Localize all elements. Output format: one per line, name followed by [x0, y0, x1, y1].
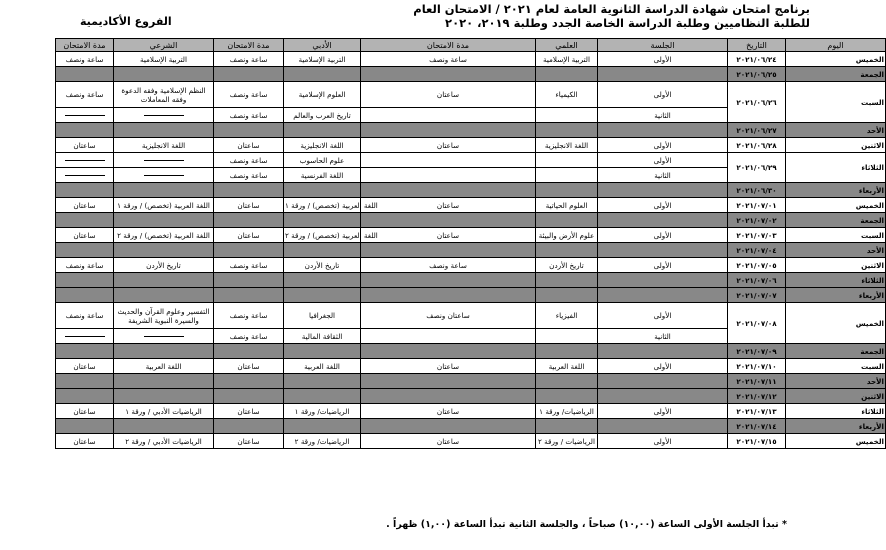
cell-literary-duration: [214, 213, 284, 228]
cell-date: ٢٠٢١/٠٧/٠٣: [728, 228, 786, 243]
table-row: [56, 389, 886, 404]
cell-day: الأربعاء: [786, 183, 886, 198]
cell-scientific-duration: ساعتان: [361, 82, 536, 108]
cell-scientific-subject: [536, 67, 598, 82]
cell-literary-subject: [284, 273, 361, 288]
cell-day: الأربعاء: [786, 288, 886, 303]
cell-sharia-subject: التفسير وعلوم القرآن والحديث والسيرة النبوية الشريفة: [114, 303, 214, 329]
cell-scientific-subject: [536, 108, 598, 123]
cell-scientific-subject: الفيزياء: [536, 303, 598, 329]
cell-session: الأولى: [598, 303, 728, 329]
footer-note: * تبدأ الجلسة الأولى الساعة (١٠,٠٠) صباحاً ، والجلسة الثانية تبدأ الساعة (١,٠٠) ظهراً .: [386, 519, 787, 530]
cell-scientific-duration: ساعتان: [361, 404, 536, 419]
cell-sharia-subject: [114, 153, 214, 168]
cell-literary-subject: تاريخ العرب والعالم: [284, 108, 361, 123]
dash-line: [144, 160, 184, 161]
cell-scientific-subject: [536, 344, 598, 359]
cell-scientific-duration: ساعتان: [361, 198, 536, 213]
cell-day: الثلاثاء: [786, 153, 886, 183]
cell-session: الأولى: [598, 52, 728, 67]
cell-session: [598, 243, 728, 258]
dash-line: [65, 160, 105, 161]
cell-sharia-duration: [56, 243, 114, 258]
cell-scientific-subject: [536, 183, 598, 198]
cell-sharia-duration: ساعة ونصف: [56, 52, 114, 67]
cell-scientific-duration: [361, 123, 536, 138]
cell-literary-duration: ساعة ونصف: [214, 168, 284, 183]
table-row: [56, 123, 886, 138]
cell-session: [598, 419, 728, 434]
cell-day: الجمعة: [786, 67, 886, 82]
col-header-day: اليوم: [786, 39, 886, 52]
cell-day: الثلاثاء: [786, 273, 886, 288]
cell-sharia-duration: ساعتان: [56, 359, 114, 374]
cell-session: [598, 344, 728, 359]
cell-literary-subject: اللغة العربية (تخصص) / ورقة ١: [284, 198, 361, 213]
cell-date: ٢٠٢١/٠٧/٠٦: [728, 273, 786, 288]
cell-session: الأولى: [598, 434, 728, 449]
cell-day: الاثنين: [786, 138, 886, 153]
branch-label: الفروع الأكاديمية: [80, 15, 172, 28]
cell-sharia-duration: [56, 67, 114, 82]
cell-literary-subject: [284, 123, 361, 138]
cell-literary-duration: ساعة ونصف: [214, 52, 284, 67]
cell-literary-duration: [214, 243, 284, 258]
cell-sharia-duration: ساعة ونصف: [56, 258, 114, 273]
cell-scientific-duration: [361, 419, 536, 434]
cell-date: ٢٠٢١/٠٦/٢٦: [728, 82, 786, 123]
cell-day: الاثنين: [786, 258, 886, 273]
cell-literary-subject: [284, 419, 361, 434]
cell-scientific-subject: اللغة العربية: [536, 359, 598, 374]
cell-sharia-duration: [56, 344, 114, 359]
cell-literary-subject: [284, 67, 361, 82]
cell-literary-duration: [214, 67, 284, 82]
cell-session: الأولى: [598, 258, 728, 273]
cell-scientific-duration: [361, 374, 536, 389]
title-line-1: برنامج امتحان شهادة الدراسة الثانوية العامة لعام ٢٠٢١ / الامتحان العام: [413, 2, 810, 16]
cell-date: ٢٠٢١/٠٧/٠١: [728, 198, 786, 213]
cell-sharia-subject: تاريخ الأردن: [114, 258, 214, 273]
cell-scientific-subject: [536, 288, 598, 303]
cell-scientific-subject: [536, 273, 598, 288]
col-header-date: التاريخ: [728, 39, 786, 52]
dash-line: [65, 115, 105, 116]
cell-sharia-duration: [56, 153, 114, 168]
cell-literary-duration: [214, 344, 284, 359]
cell-sharia-subject: اللغة العربية (تخصص) / ورقة ٢: [114, 228, 214, 243]
cell-day: الخميس: [786, 434, 886, 449]
cell-session: [598, 67, 728, 82]
cell-session: [598, 273, 728, 288]
table-row: [56, 228, 886, 243]
dash-line: [144, 115, 184, 116]
table-row: [56, 434, 886, 449]
cell-session: [598, 123, 728, 138]
cell-literary-duration: ساعتان: [214, 434, 284, 449]
table-row: [56, 82, 886, 108]
cell-scientific-duration: [361, 243, 536, 258]
cell-sharia-subject: [114, 419, 214, 434]
cell-literary-subject: العلوم الإسلامية: [284, 82, 361, 108]
cell-scientific-subject: [536, 153, 598, 168]
col-header-sci-duration: مدة الامتحان: [361, 39, 536, 52]
cell-sharia-subject: التربية الإسلامية: [114, 52, 214, 67]
cell-date: ٢٠٢١/٠٦/٢٩: [728, 153, 786, 183]
cell-sharia-subject: [114, 273, 214, 288]
header-row: [56, 39, 886, 52]
table-row: [56, 52, 886, 67]
cell-sharia-subject: [114, 329, 214, 344]
cell-literary-duration: [214, 389, 284, 404]
cell-date: ٢٠٢١/٠٦/٢٧: [728, 123, 786, 138]
cell-date: ٢٠٢١/٠٧/٠٢: [728, 213, 786, 228]
cell-sharia-duration: [56, 374, 114, 389]
cell-scientific-duration: ساعتان: [361, 359, 536, 374]
table-row: [56, 198, 886, 213]
cell-literary-duration: ساعة ونصف: [214, 258, 284, 273]
cell-scientific-duration: ساعة ونصف: [361, 52, 536, 67]
cell-literary-duration: ساعة ونصف: [214, 153, 284, 168]
cell-sharia-duration: [56, 213, 114, 228]
cell-sharia-subject: [114, 123, 214, 138]
cell-scientific-subject: [536, 329, 598, 344]
cell-sharia-subject: [114, 183, 214, 198]
cell-sharia-subject: الرياضيات الأدبي / ورقة ٢: [114, 434, 214, 449]
cell-sharia-duration: ساعتان: [56, 404, 114, 419]
cell-literary-duration: ساعة ونصف: [214, 108, 284, 123]
cell-literary-subject: الرياضيات/ ورقة ١: [284, 404, 361, 419]
cell-scientific-duration: ساعتان: [361, 434, 536, 449]
cell-session: [598, 213, 728, 228]
cell-literary-duration: [214, 374, 284, 389]
cell-literary-subject: [284, 389, 361, 404]
cell-day: الخميس: [786, 52, 886, 67]
cell-sharia-duration: [56, 168, 114, 183]
cell-day: الأحد: [786, 123, 886, 138]
cell-sharia-subject: [114, 374, 214, 389]
cell-scientific-duration: [361, 67, 536, 82]
cell-sharia-duration: ساعة ونصف: [56, 303, 114, 329]
cell-literary-subject: التربية الإسلامية: [284, 52, 361, 67]
cell-date: ٢٠٢١/٠٧/١٢: [728, 389, 786, 404]
cell-scientific-subject: [536, 123, 598, 138]
table-row: [56, 359, 886, 374]
cell-session: الثانية: [598, 168, 728, 183]
cell-session: الأولى: [598, 404, 728, 419]
cell-date: ٢٠٢١/٠٧/١٣: [728, 404, 786, 419]
dash-line: [144, 336, 184, 337]
cell-literary-duration: ساعتان: [214, 228, 284, 243]
table-row: [56, 288, 886, 303]
table-row: [56, 344, 886, 359]
cell-sharia-subject: الرياضيات الأدبي / ورقة ١: [114, 404, 214, 419]
cell-date: ٢٠٢١/٠٧/٠٧: [728, 288, 786, 303]
cell-day: الثلاثاء: [786, 404, 886, 419]
cell-date: ٢٠٢١/٠٧/٠٤: [728, 243, 786, 258]
cell-session: الأولى: [598, 82, 728, 108]
cell-literary-subject: [284, 344, 361, 359]
table-row: [56, 419, 886, 434]
cell-sharia-duration: ساعتان: [56, 198, 114, 213]
col-header-scientific: العلمي: [536, 39, 598, 52]
cell-literary-subject: [284, 183, 361, 198]
cell-session: الثانية: [598, 108, 728, 123]
cell-scientific-duration: [361, 153, 536, 168]
cell-day: السبت: [786, 82, 886, 123]
table-row: [56, 138, 886, 153]
cell-scientific-duration: ساعتان: [361, 138, 536, 153]
cell-scientific-duration: [361, 213, 536, 228]
cell-literary-subject: الجغرافيا: [284, 303, 361, 329]
cell-date: ٢٠٢١/٠٧/٠٨: [728, 303, 786, 344]
cell-literary-duration: ساعتان: [214, 359, 284, 374]
cell-day: الأحد: [786, 243, 886, 258]
cell-scientific-duration: [361, 183, 536, 198]
cell-scientific-subject: اللغة الانجليزية: [536, 138, 598, 153]
cell-scientific-subject: علوم الأرض والبيئة: [536, 228, 598, 243]
cell-scientific-duration: [361, 389, 536, 404]
table-row: [56, 258, 886, 273]
cell-session: الأولى: [598, 359, 728, 374]
table-row: [56, 67, 886, 82]
cell-sharia-subject: اللغة الانجليزية: [114, 138, 214, 153]
cell-literary-subject: اللغة الفرنسية: [284, 168, 361, 183]
table-row: [56, 243, 886, 258]
cell-sharia-duration: ساعتان: [56, 434, 114, 449]
cell-sharia-subject: اللغة العربية: [114, 359, 214, 374]
dash-line: [65, 175, 105, 176]
cell-date: ٢٠٢١/٠٧/١٤: [728, 419, 786, 434]
cell-literary-duration: [214, 419, 284, 434]
cell-sharia-subject: [114, 108, 214, 123]
cell-scientific-subject: الكيمياء: [536, 82, 598, 108]
cell-literary-duration: ساعة ونصف: [214, 82, 284, 108]
cell-sharia-duration: [56, 273, 114, 288]
table-row: [56, 183, 886, 198]
cell-scientific-duration: [361, 168, 536, 183]
exam-schedule-table: [55, 38, 886, 449]
cell-sharia-subject: [114, 288, 214, 303]
cell-literary-duration: [214, 288, 284, 303]
cell-scientific-duration: [361, 108, 536, 123]
cell-date: ٢٠٢١/٠٧/٠٥: [728, 258, 786, 273]
cell-session: [598, 374, 728, 389]
cell-literary-duration: [214, 273, 284, 288]
col-header-lit-duration: مدة الامتحان: [214, 39, 284, 52]
cell-date: ٢٠٢١/٠٦/٢٨: [728, 138, 786, 153]
table-row: [56, 303, 886, 329]
cell-session: [598, 389, 728, 404]
cell-sharia-duration: ساعة ونصف: [56, 82, 114, 108]
cell-scientific-duration: [361, 344, 536, 359]
cell-literary-subject: الرياضيات/ ورقة ٢: [284, 434, 361, 449]
cell-day: السبت: [786, 228, 886, 243]
cell-day: الاثنين: [786, 389, 886, 404]
cell-session: الأولى: [598, 198, 728, 213]
cell-day: الأحد: [786, 374, 886, 389]
cell-scientific-subject: [536, 168, 598, 183]
cell-scientific-subject: [536, 419, 598, 434]
cell-date: ٢٠٢١/٠٦/٣٠: [728, 183, 786, 198]
cell-scientific-subject: [536, 389, 598, 404]
cell-sharia-subject: [114, 67, 214, 82]
cell-literary-subject: اللغة الانجليزية: [284, 138, 361, 153]
cell-literary-subject: [284, 243, 361, 258]
cell-scientific-duration: ساعة ونصف: [361, 258, 536, 273]
cell-literary-subject: تاريخ الأردن: [284, 258, 361, 273]
cell-literary-subject: اللغة العربية (تخصص) / ورقة ٢: [284, 228, 361, 243]
cell-sharia-subject: [114, 243, 214, 258]
cell-literary-subject: [284, 288, 361, 303]
schedule-body: [56, 52, 886, 449]
cell-session: [598, 183, 728, 198]
cell-sharia-subject: اللغة العربية (تخصص) / ورقة ١: [114, 198, 214, 213]
table-row: [56, 153, 886, 168]
cell-scientific-subject: [536, 213, 598, 228]
dash-line: [65, 336, 105, 337]
cell-scientific-subject: الرياضيات/ ورقة ١: [536, 404, 598, 419]
cell-day: الأربعاء: [786, 419, 886, 434]
cell-literary-subject: علوم الحاسوب: [284, 153, 361, 168]
cell-literary-duration: ساعتان: [214, 404, 284, 419]
cell-day: الجمعة: [786, 344, 886, 359]
table-row: [56, 404, 886, 419]
cell-scientific-subject: العلوم الحياتية: [536, 198, 598, 213]
table-row: [56, 213, 886, 228]
cell-date: ٢٠٢١/٠٧/١١: [728, 374, 786, 389]
cell-day: الجمعة: [786, 213, 886, 228]
cell-scientific-subject: التربية الإسلامية: [536, 52, 598, 67]
cell-sharia-subject: [114, 168, 214, 183]
cell-sharia-duration: [56, 419, 114, 434]
cell-scientific-subject: الرياضيات / ورقة ٢: [536, 434, 598, 449]
cell-literary-subject: الثقافة المالية: [284, 329, 361, 344]
cell-session: الأولى: [598, 228, 728, 243]
cell-date: ٢٠٢١/٠٧/١٠: [728, 359, 786, 374]
cell-sharia-duration: [56, 183, 114, 198]
cell-sharia-duration: ساعتان: [56, 138, 114, 153]
cell-session: [598, 288, 728, 303]
table-row: [56, 374, 886, 389]
title-line-2: للطلبة النظاميين وطلبة الدراسة الخاصة الجدد وطلبة ٢٠١٩، ٢٠٢٠: [445, 16, 810, 30]
cell-day: السبت: [786, 359, 886, 374]
cell-scientific-duration: [361, 329, 536, 344]
cell-session: الثانية: [598, 329, 728, 344]
cell-scientific-duration: [361, 288, 536, 303]
cell-date: ٢٠٢١/٠٧/٠٩: [728, 344, 786, 359]
cell-sharia-duration: [56, 123, 114, 138]
cell-sharia-subject: [114, 389, 214, 404]
cell-date: ٢٠٢١/٠٦/٢٥: [728, 67, 786, 82]
cell-sharia-subject: النظم الإسلامية وفقه الدعوة وفقه المعاملات: [114, 82, 214, 108]
cell-scientific-subject: تاريخ الأردن: [536, 258, 598, 273]
cell-sharia-duration: [56, 288, 114, 303]
col-header-literary: الأدبي: [284, 39, 361, 52]
cell-day: الخميس: [786, 198, 886, 213]
cell-literary-duration: ساعتان: [214, 198, 284, 213]
cell-session: الأولى: [598, 138, 728, 153]
cell-sharia-subject: [114, 344, 214, 359]
cell-literary-duration: [214, 183, 284, 198]
cell-date: ٢٠٢١/٠٧/١٥: [728, 434, 786, 449]
cell-literary-subject: [284, 374, 361, 389]
cell-sharia-duration: ساعتان: [56, 228, 114, 243]
cell-sharia-duration: [56, 329, 114, 344]
col-header-shar-duration: مدة الامتحان: [56, 39, 114, 52]
cell-scientific-duration: ساعتان: [361, 228, 536, 243]
cell-sharia-duration: [56, 108, 114, 123]
cell-scientific-duration: ساعتان ونصف: [361, 303, 536, 329]
cell-literary-subject: اللغة العربية: [284, 359, 361, 374]
cell-scientific-subject: [536, 243, 598, 258]
col-header-session: الجلسة: [598, 39, 728, 52]
dash-line: [144, 175, 184, 176]
cell-scientific-duration: [361, 273, 536, 288]
cell-sharia-subject: [114, 213, 214, 228]
cell-day: الخميس: [786, 303, 886, 344]
col-header-sharia: الشرعي: [114, 39, 214, 52]
cell-literary-duration: ساعة ونصف: [214, 303, 284, 329]
cell-session: الأولى: [598, 153, 728, 168]
table-row: [56, 273, 886, 288]
cell-date: ٢٠٢١/٠٦/٢٤: [728, 52, 786, 67]
cell-scientific-subject: [536, 374, 598, 389]
cell-literary-duration: ساعة ونصف: [214, 329, 284, 344]
cell-literary-subject: [284, 213, 361, 228]
cell-literary-duration: [214, 123, 284, 138]
cell-literary-duration: ساعتان: [214, 138, 284, 153]
cell-sharia-duration: [56, 389, 114, 404]
